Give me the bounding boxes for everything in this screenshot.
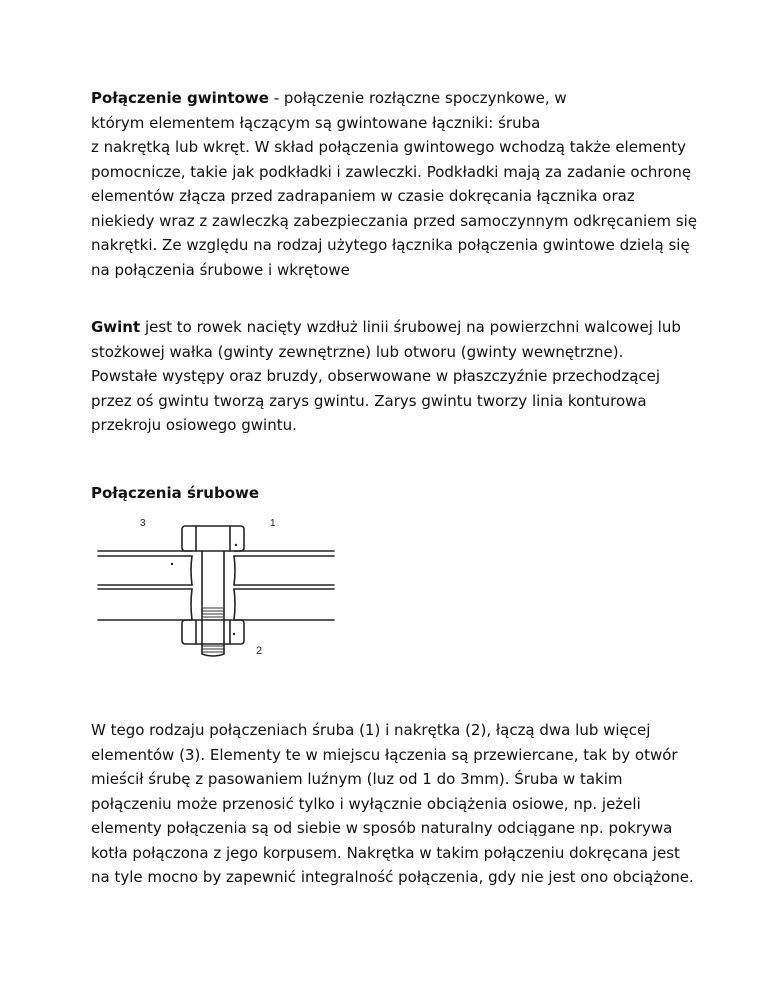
intro-line: pomocnicze, takie jak podkładki i zawleczki. Podkładki mają za zadanie ochronę (91, 162, 692, 181)
intro-line: elementów złącza przed zadrapaniem w czasie dokręcania łącznika oraz (91, 187, 635, 205)
intro-line: na połączenia śrubowe i wkrętowe (91, 260, 350, 279)
desc-line: połączeniu może przenosić tylko i wyłącznie obciążenia osiowe, np. jeżeli (91, 794, 641, 813)
intro-line: z nakrętką lub wkręt. W skład połączenia gwintowego wchodzą także elementy (91, 138, 687, 156)
desc-line: elementy połączenia są od siebie w sposób naturalny odciągane np. pokrywa (91, 819, 673, 837)
gwint-heading: Gwint (91, 318, 141, 336)
intro-heading: Połączenie gwintowe (91, 89, 269, 107)
gwint-paragraph (91, 315, 691, 438)
desc-line: W tego rodzaju połączeniach śruba (1) i nakrętka (2), łączą dwa lub więcej (91, 721, 651, 739)
intro-line: którym elementem łączącym są gwintowane łączniki: śruba (91, 113, 541, 132)
intro-line: Połączenie gwintowe - połączenie rozłączne spoczynkowe, w (91, 89, 567, 107)
bolt-head (182, 526, 244, 551)
bolt-joint-figure (94, 512, 344, 664)
desc-line: kotła połączona z jego korpusem. Nakrętka w takim połączeniu dokręcana jest (91, 843, 680, 862)
desc-line: na tyle mocno by zapewnić integralność połączenia, gdy nie jest ono obciążone. (91, 868, 694, 886)
gwint-line: przekroju osiowego gwintu. (91, 416, 297, 434)
figure-label-2: 2 (256, 645, 263, 657)
gwint-line: Gwint jest to rowek nacięty wzdłuż linii śrubowej na powierzchni walcowej lub (91, 318, 681, 336)
desc-line: elementów (3). Elementy te w miejscu łączenia są przewiercane, tak by otwór (91, 745, 678, 764)
gwint-line: Powstałe występy oraz bruzdy, obserwowane w płaszczyźnie przechodzącej (91, 367, 661, 385)
hole-wall-left (191, 556, 192, 620)
desc-paragraph (91, 718, 694, 890)
thread-hatching (202, 608, 224, 652)
figure-label-1: 1 (270, 518, 276, 529)
desc-line: mieścił śrubę z pasowaniem luźnym (luz od 1 do 3mm). Śruba w takim (91, 770, 623, 788)
gwint-line: przez oś gwintu tworzą zarys gwintu. Zarys gwintu tworzy linia konturowa (91, 391, 647, 410)
intro-line: nakrętki. Ze względu na rodzaj użytego łącznika połączenia gwintowe dzielą się (91, 236, 690, 254)
nut (182, 620, 244, 644)
section-heading: Połączenia śrubowe (91, 484, 260, 502)
hole-wall-right (234, 556, 235, 620)
figure-label-3: 3 (140, 518, 146, 529)
intro-line: niekiedy wraz z zawleczką zabezpieczania przed samoczynnym odkręcaniem się (91, 211, 697, 230)
gwint-line: stożkowej wałka (gwinty zewnętrzne) lub otworu (gwinty wewnętrzne). (91, 342, 624, 361)
intro-paragraph (91, 86, 697, 282)
